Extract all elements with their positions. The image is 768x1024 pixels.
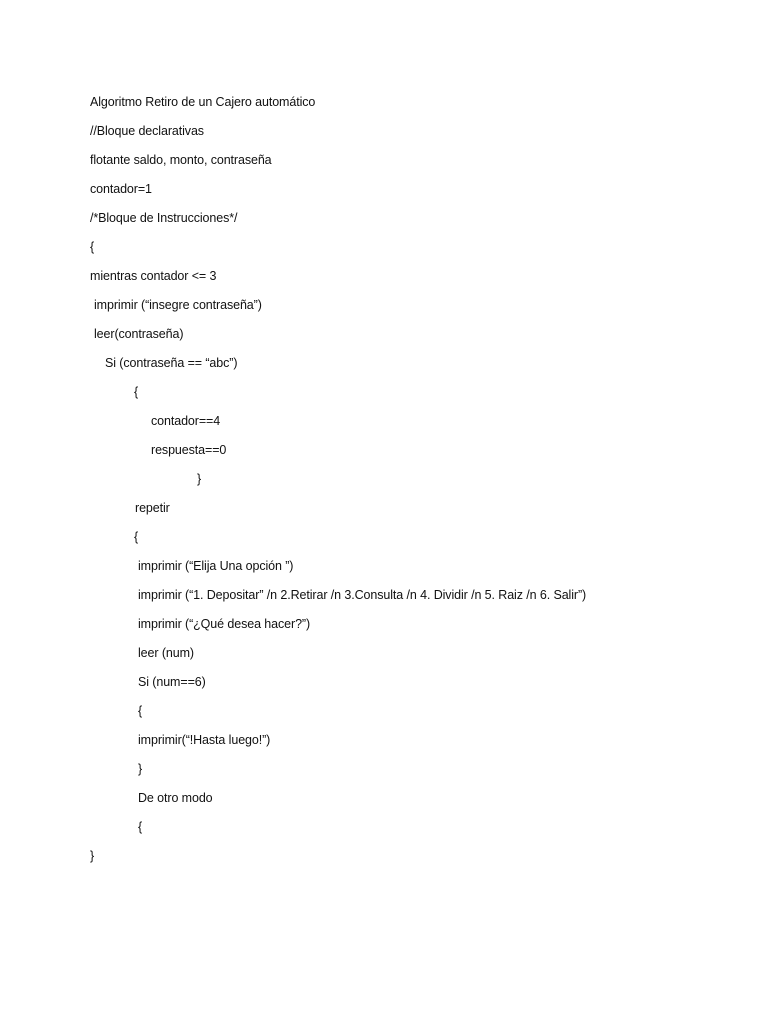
code-line: mientras contador <= 3: [90, 269, 217, 283]
code-line: contador==4: [151, 414, 221, 428]
code-line: repetir: [135, 501, 170, 515]
code-line: {: [138, 704, 143, 718]
code-line: imprimir(“!Hasta luego!”): [138, 733, 271, 747]
code-line: }: [90, 849, 95, 863]
code-line: {: [138, 820, 143, 834]
code-line: }: [138, 762, 143, 776]
code-line: }: [197, 472, 202, 486]
code-line: imprimir (“insegre contraseña”): [94, 298, 262, 312]
code-line: {: [90, 240, 95, 254]
code-line: De otro modo: [138, 791, 213, 805]
document-title: Algoritmo Retiro de un Cajero automático: [90, 95, 316, 109]
code-line: Si (contraseña == “abc”): [105, 356, 238, 370]
code-line: {: [134, 530, 139, 544]
code-line: respuesta==0: [151, 443, 227, 457]
code-line: contador=1: [90, 182, 152, 196]
code-line: imprimir (“¿Qué desea hacer?”): [138, 617, 311, 631]
code-line: flotante saldo, monto, contraseña: [90, 153, 272, 167]
code-line: leer(contraseña): [94, 327, 184, 341]
code-line: leer (num): [138, 646, 194, 660]
code-line: /*Bloque de Instrucciones*/: [90, 211, 238, 225]
code-line: {: [134, 385, 139, 399]
code-line: Si (num==6): [138, 675, 206, 689]
code-line: imprimir (“Elija Una opción ”): [138, 559, 294, 573]
code-line: //Bloque declarativas: [90, 124, 204, 138]
code-line: imprimir (“1. Depositar” /n 2.Retirar /n 3.Consulta /n 4. Dividir /n 5. Raiz /n 6. Salir”): [138, 588, 587, 602]
